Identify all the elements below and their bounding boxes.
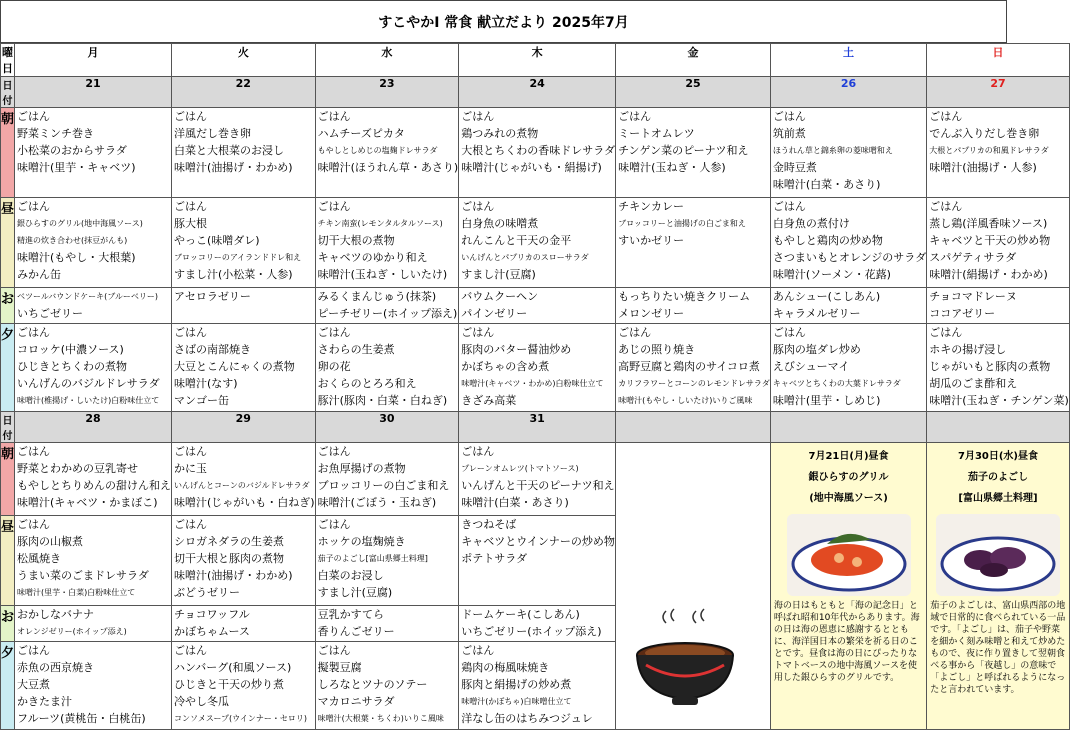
date-cell: 26 [770,77,926,108]
menu-item: ごはん [17,110,51,123]
menu-item: 豚汁(豚肉・白菜・白ねぎ) [317,394,448,407]
menu-item: ごはん [618,110,652,123]
menu-item: みるくまんじゅう(抹茶) [317,290,437,303]
menu-cell [459,516,616,606]
menu-item: ひじきと干天の炒り煮 [174,678,285,691]
menu-item: 豚大根 [174,217,208,230]
feature-description: 海の日はもともと「海の記念日」と呼ばれ昭和10年代からあります。海の日は海の恩恵に感謝するとともに、海洋国日本の繁栄を祈る日のことです。昼食は海の日にぴったりなトマトベースの地中海風ソースを使用した銀ひらすのグリルです。 [773,601,920,683]
date-label: 日付 [1,77,15,108]
menu-item: ごはん [461,110,495,123]
meal-label-breakfast: 朝 [1,108,15,198]
menu-item: もやしとしめじの塩麹ドレサラダ [317,146,438,155]
meal-label-lunch: 昼 [1,198,15,288]
feature-sub: [富山県郷土料理] [958,493,1038,504]
menu-item: 蒸し鶏(洋風香味ソース) [929,217,1048,230]
menu-cell [315,443,459,516]
menu-item: お魚厚揚げの煮物 [317,462,406,475]
menu-cell [15,288,172,324]
menu-item: ハンバーグ(和風ソース) [174,661,292,674]
menu-item: チキン南蛮(レモンタルタルソース) [317,219,443,228]
date-cell: 23 [315,77,459,108]
menu-item: チョコワッフル [174,608,250,621]
menu-item: 豚肉のバター醤油炒め [461,343,572,356]
menu-item: 切干大根の煮物 [317,234,395,247]
menu-item: 味噌汁(白菜・あさり) [772,178,881,191]
menu-item: 味噌汁(もやし・大根葉) [17,251,136,264]
rice-bowl-illustration [616,605,754,725]
menu-item: ほうれん草と錦糸卵の菱味噌和え [772,146,893,155]
menu-item: いんげんのバジルドレサラダ [17,377,160,390]
menu-item: マカロニサラダ [317,695,395,708]
menu-item: いちごゼリー(ホイップ添え) [461,625,602,638]
menu-cell [927,288,1070,324]
menu-item: 白菜のお浸し [317,569,384,582]
menu-item: オレンジゼリー(ホイップ添え) [17,627,127,636]
weekday-label: 曜日 [1,44,15,77]
menu-cell [315,324,459,412]
menu-item: 洋風だし巻き卵 [174,127,252,140]
menu-item: 味噌汁(大根葉・ちくわ)いりこ風味 [317,714,444,723]
menu-item: おかしなバナナ [17,608,95,621]
menu-item: ホッケの塩麹焼き [317,535,406,548]
feature-dish: 銀ひらすのグリル [808,472,889,483]
date-label: 日付 [1,412,15,443]
menu-item: 胡瓜のごま酢和え [929,377,1018,390]
menu-item: ココアゼリー [929,307,996,320]
menu-item: ごはん [772,326,806,339]
menu-item: でんぶ入りだし巻き卵 [929,127,1040,140]
date-cell: 24 [459,77,616,108]
menu-item: ごはん [317,518,351,531]
feature-dish: 茄子のよごし [968,472,1028,483]
menu-cell [927,198,1070,288]
menu-item: ブロッコリーの白ごま和え [317,479,450,492]
menu-item: 赤魚の西京焼き [17,661,95,674]
menu-item: いんげんとコーンのバジルドレサラダ [174,481,310,490]
weekday-header: 木 [459,44,616,77]
menu-item: かぼちゃの含め煮 [461,360,550,373]
menu-item: いんげんと干天のピーナツ和え [461,479,615,492]
menu-item: 茄子のよごし[富山県郷土料理] [317,554,428,563]
menu-cell [315,606,459,642]
weekday-header: 金 [616,44,771,77]
menu-item: 鶏肉の梅風味焼き [461,661,550,674]
menu-item: もやしと鶏肉の炒め物 [772,234,883,247]
menu-item: 卵の花 [317,360,351,373]
menu-cell [15,443,172,516]
menu-item: キャラメルゼリー [772,307,861,320]
menu-cell [315,288,459,324]
menu-cell [459,642,616,730]
menu-item: ごはん [17,326,51,339]
menu-cell [172,198,316,288]
menu-cell [315,108,459,198]
menu-cell [770,288,926,324]
menu-item: ごはん [317,445,351,458]
menu-item: 味噌汁(里芋・キャベツ) [17,161,136,174]
menu-item: 小松菜のおからサラダ [17,144,127,157]
menu-item: あんシュー(こしあん) [772,290,881,303]
menu-item: ひじきとちくわの煮物 [17,360,128,373]
menu-item: ごはん [317,644,351,657]
weekday-header: 土 [770,44,926,77]
menu-item: 野菜ミンチ巻き [17,127,95,140]
date-cell: 28 [15,412,172,443]
menu-item: ごはん [317,200,351,213]
menu-item: もっちりたい焼きクリーム [618,290,751,303]
menu-cell [459,606,616,642]
menu-item: 味噌汁(絹揚げ・わかめ) [929,268,1048,281]
menu-item: 大豆とこんにゃくの煮物 [174,360,295,373]
menu-item: キャベツと干天の炒め物 [929,234,1051,247]
menu-item: ごはん [17,200,51,213]
menu-item: 切干大根と豚肉の煮物 [174,552,285,565]
menu-cell [172,324,316,412]
menu-cell [172,288,316,324]
menu-item: 大豆煮 [17,678,51,691]
menu-item: 筑前煮 [772,127,806,140]
menu-item: ごはん [772,110,806,123]
date-cell: 25 [616,77,771,108]
menu-item: さばの南部焼き [174,343,252,356]
menu-item: ごはん [317,326,351,339]
date-cell: 30 [315,412,459,443]
menu-item: さつまいもとオレンジのサラダ [772,251,927,264]
menu-item: ブロッコリーのアイランドドレ和え [174,253,302,262]
menu-item: 味噌汁(油揚げ・わかめ) [174,569,293,582]
menu-cell [770,324,926,412]
menu-item: 豚肉の山椒煮 [17,535,84,548]
grilled-fish-photo [787,514,911,596]
menu-item: カリフラワーとコーンのレモンドレサラダ [618,379,770,388]
menu-item: 豚肉の塩ダレ炒め [772,343,861,356]
menu-item: ごはん [461,326,495,339]
menu-cell [459,324,616,412]
menu-item: ポテトサラダ [461,552,528,565]
menu-item: きつねそば [461,518,517,531]
feature-description: 茄子のよごしは、富山県西部の地域で日常的に食べられている一品です。「よごし」は、茄子や野菜を細かく刻み味噌と和えて炒めたもので、夜に作り置きして翌朝食べる事から「夜越し」の意味で「よごし」と呼ばれるようになったと言われています。 [930,601,1066,695]
menu-item: ドームケーキ(こしあん) [461,608,580,621]
menu-item: ごはん [929,200,963,213]
menu-item: 味噌汁(じゃがいも・白ねぎ) [174,496,315,509]
menu-item: 白身魚の煮付け [772,217,850,230]
menu-item: ごはん [174,110,208,123]
menu-item: ホキの揚げ浸し [929,343,1007,356]
menu-cell [315,198,459,288]
menu-item: 大根とちくわの香味ドレサラダ [461,144,616,157]
menu-item: ごはん [174,518,208,531]
menu-item: 高野豆腐と鶏肉のサイコロ煮 [618,360,760,373]
menu-item: 味噌汁(玉ねぎ・人参) [618,161,726,174]
menu-item: 味噌汁(ソーメン・花蕗) [772,268,891,281]
menu-item: 味噌汁(玉ねぎ・チンゲン菜) [929,394,1069,407]
feature-card [927,443,1070,730]
menu-cell [459,198,616,288]
menu-item: 白菜と大根菜のお浸し [174,144,285,157]
menu-item: さわらの生姜煮 [317,343,395,356]
menu-cell [770,198,926,288]
menu-item: 味噌汁(白菜・あさり) [461,496,569,509]
menu-item: 冷やし冬瓜 [174,695,230,708]
menu-item: キャベツとウインナーの炒め物 [461,535,615,548]
menu-item: 擬製豆腐 [317,661,362,674]
menu-item: おくらのとろろ和え [317,377,417,390]
feature-sub: (地中海風ソース) [809,493,888,504]
menu-item: ミートオムレツ [618,127,695,140]
menu-item: 金時豆煮 [772,161,817,174]
menu-cell [770,108,926,198]
feature-date: 7月30日(水)昼食 [957,451,1038,462]
menu-item: 鶏つみれの煮物 [461,127,539,140]
menu-item: いちごゼリー [17,307,84,320]
illustration-cell [616,443,771,730]
menu-cell [15,606,172,642]
menu-item: コンソメスープ(ウインナー・セロリ) [174,714,308,723]
menu-item: ごはん [174,200,208,213]
menu-item: 味噌汁(椎揚げ・しいたけ)白粉味仕立て [17,396,160,405]
meal-label-dinner: 夕 [1,324,15,412]
menu-item: チキンカレー [618,200,684,213]
menu-item: 味噌汁(なす) [174,377,238,390]
menu-item: ごはん [929,110,963,123]
menu-item: ごはん [317,110,351,123]
menu-item: すまし汁(小松菜・人参) [174,268,293,281]
weekday-header: 日 [927,44,1070,77]
menu-item: かぼちゃムース [174,625,250,638]
menu-item: 大根とパプリカの和風ドレサラダ [929,146,1049,155]
menu-item: 味噌汁(油揚げ・人参) [929,161,1037,174]
menu-item: メロンゼリー [618,307,685,320]
menu-item: 松風焼き [17,552,62,565]
menu-cell [459,443,616,516]
menu-item: ごはん [461,644,495,657]
menu-cell [459,108,616,198]
menu-item: あじの照り焼き [618,343,696,356]
meal-label-dinner: 夕 [1,642,15,730]
menu-cell [927,324,1070,412]
menu-item: 味噌汁(里芋・しめじ) [772,394,881,407]
weekday-header: 月 [15,44,172,77]
menu-item: 味噌汁(かぼちゃ)白味噌仕立て [461,697,572,706]
menu-cell [616,288,771,324]
menu-item: スパゲティサラダ [929,251,1017,264]
menu-item: 味噌汁(じゃがいも・絹揚げ) [461,161,602,174]
menu-item: ブロッコリーと油揚げの白ごま和え [618,219,746,228]
date-cell: 31 [459,412,616,443]
page-title: すこやかⅠ 常食 献立だより 2025年7月 [0,0,1007,43]
menu-item: キャベツとちくわの大葉ドレサラダ [772,379,901,388]
menu-item: 豚肉と絹揚げの炒め煮 [461,678,572,691]
menu-item: しろなとツナのソテー [317,678,428,691]
menu-table [0,43,1070,730]
menu-item: すまし汁(豆腐) [317,586,393,599]
menu-cell [172,606,316,642]
menu-item: きざみ高菜 [461,394,517,407]
weekday-header: 火 [172,44,316,77]
date-cell-empty [770,412,926,443]
menu-item: 銀ひらすのグリル(地中海風ソース) [17,219,143,228]
feature-card [770,443,926,730]
meal-label-lunch: 昼 [1,516,15,606]
menu-item: すいかゼリー [618,234,685,247]
menu-cell [15,324,172,412]
menu-item: じゃがいもと豚肉の煮物 [929,360,1051,373]
menu-cell [616,324,771,412]
menu-item: ごはん [174,644,208,657]
menu-item: やっこ(味噌ダレ) [174,234,260,247]
menu-item: 味噌汁(もやし・しいたけ)いりご風味 [618,396,753,405]
menu-cell [315,642,459,730]
weekday-header: 水 [315,44,459,77]
menu-item: 味噌汁(ほうれん草・あさり) [317,161,459,174]
menu-item: ベツールバウンドケーキ(ブルーベリー) [17,292,159,301]
menu-item: ごはん [772,200,806,213]
menu-item: ごはん [174,445,208,458]
menu-item: ごはん [461,200,495,213]
menu-item: チンゲン菜のピーナツ和え [618,144,749,157]
menu-cell [172,642,316,730]
menu-item: 味噌汁(キャベツ・かまぼこ) [17,496,158,509]
menu-cell [172,108,316,198]
menu-item: ごはん [17,644,51,657]
menu-cell [172,443,316,516]
date-cell: 27 [927,77,1070,108]
menu-cell [315,516,459,606]
menu-item: ぶどうゼリー [174,586,241,599]
menu-item: ごはん [174,326,208,339]
menu-cell [15,516,172,606]
menu-item: 味噌汁(油揚げ・わかめ) [174,161,293,174]
menu-item: れんこんと干天の金平 [461,234,572,247]
eggplant-dish-photo [936,514,1060,596]
menu-item: ごはん [929,326,963,339]
feature-date: 7月21日(月)昼食 [808,451,889,462]
menu-cell [15,108,172,198]
menu-item: フルーツ(黄桃缶・白桃缶) [17,712,146,725]
menu-cell [15,198,172,288]
menu-item: パインゼリー [461,307,528,320]
menu-item: 味噌汁(キャベツ・わかめ)白粉味仕立て [461,379,604,388]
menu-item: 野菜とわかめの豆乳寄せ [17,462,139,475]
menu-item: 精進の炊き合わせ(抹豆がんも) [17,236,128,245]
date-cell: 21 [15,77,172,108]
meal-label-breakfast: 朝 [1,443,15,516]
menu-item: 味噌汁(里芋・白菜)白粉味仕立て [17,588,136,597]
menu-item: バウムクーヘン [461,290,539,303]
menu-item: ピーチゼリー(ホイップ添え) [317,307,458,320]
meal-label-snack: お [1,606,15,642]
menu-item: マンゴー缶 [174,394,230,407]
menu-cell [927,108,1070,198]
menu-item: もやしとちりめんの甜けん和え [17,479,172,492]
menu-cell [172,516,316,606]
date-cell-empty [927,412,1070,443]
menu-item: ごはん [618,326,652,339]
meal-label-snack: お [1,288,15,324]
menu-cell [616,198,771,288]
menu-item: ごはん [17,518,51,531]
menu-item: 豆乳かすてら [317,608,384,621]
menu-item: ごはん [17,445,51,458]
menu-cell [616,108,771,198]
menu-item: ごはん [461,445,495,458]
date-cell: 29 [172,412,316,443]
menu-item: かきたま汁 [17,695,73,708]
menu-item: キャベツのゆかり和え [317,251,428,264]
date-cell: 22 [172,77,316,108]
menu-item: みかん缶 [17,268,62,281]
menu-item: かに玉 [174,462,208,475]
menu-item: 味噌汁(ごぼう・玉ねぎ) [317,496,437,509]
menu-item: 味噌汁(玉ねぎ・しいたけ) [317,268,448,281]
menu-item: ハムチーズピカタ [317,127,405,140]
menu-item: 香りんごゼリー [317,625,395,638]
menu-item: アセロラゼリー [174,290,251,303]
menu-item: いんげんとパプリカのスローサラダ [461,253,589,262]
menu-item: シロガネダラの生姜煮 [174,535,285,548]
menu-item: うまい菜のごまドレサラダ [17,569,149,582]
menu-item: プレーンオムレツ(トマトソース) [461,464,579,473]
menu-item: チョコマドレーヌ [929,290,1017,303]
menu-item: えびシューマイ [772,360,850,373]
menu-item: 洋なし缶のはちみつジュレ [461,712,593,725]
date-cell-empty [616,412,771,443]
menu-cell [459,288,616,324]
menu-item: コロッケ(中濃ソース) [17,343,124,356]
menu-item: すまし汁(豆腐) [461,268,536,281]
menu-cell [15,642,172,730]
menu-item: 白身魚の味噌煮 [461,217,539,230]
